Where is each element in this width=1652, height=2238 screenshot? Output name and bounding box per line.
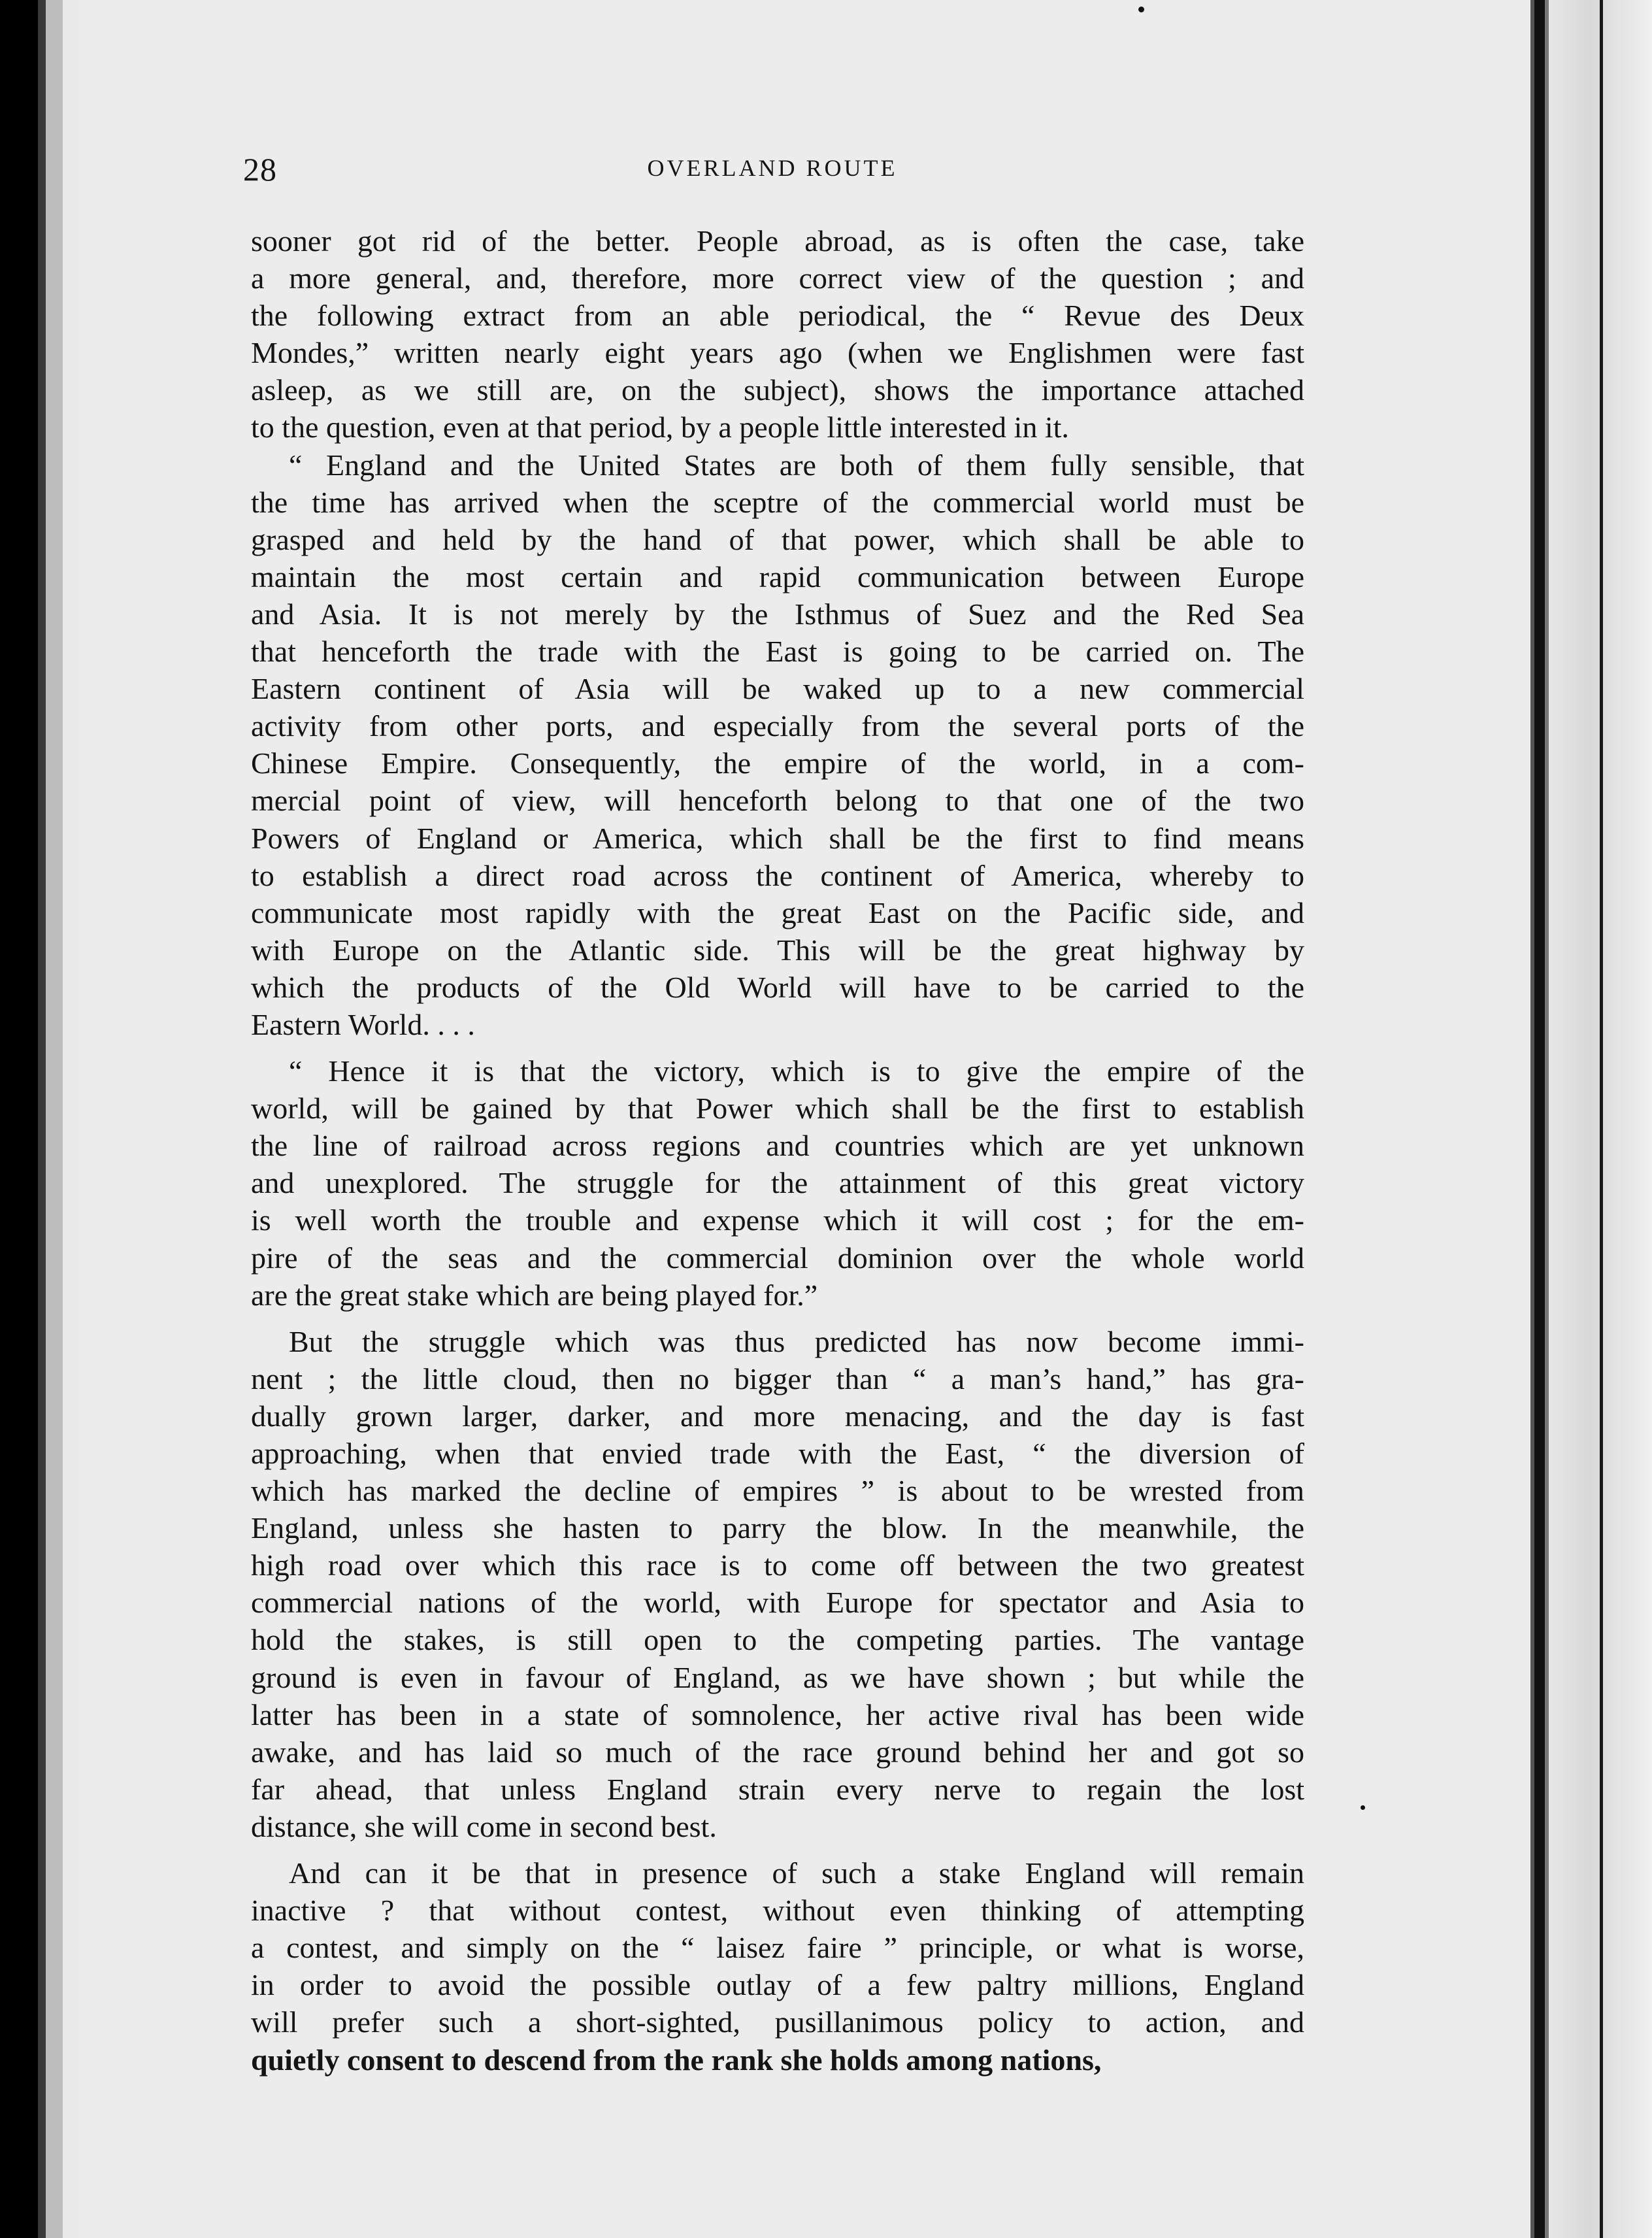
text-line: “ England and the United States are both of them fully sensible, that xyxy=(289,448,1304,482)
text-line: far ahead, that unless England strain every nerve to regain the lost xyxy=(251,1772,1304,1806)
text-line: inactive ? that without contest, without even thinking of attempting xyxy=(251,1894,1304,1928)
text-line: approaching, when that envied trade with the East, “ the diversion of xyxy=(251,1437,1304,1470)
text-line: England, unless she hasten to parry the blow. In the meanwhile, the xyxy=(251,1511,1304,1545)
text-line: distance, she will come in second best. xyxy=(251,1809,717,1843)
paragraph-gap xyxy=(251,1845,1304,1854)
text-line: the line of railroad across regions and countries which are yet unknown xyxy=(251,1129,1304,1163)
text-line: And can it be that in presence of such a stake England will remain xyxy=(289,1856,1304,1890)
text-line: awake, and has laid so much of the race ground behind her and got so xyxy=(251,1735,1304,1769)
text-line: dually grown larger, darker, and more menacing, and the day is fast xyxy=(251,1399,1304,1433)
text-line: maintain the most certain and rapid communication between Europe xyxy=(251,560,1304,593)
text-line: latter has been in a state of somnolence, her active rival has been wide xyxy=(251,1697,1304,1731)
text-line: grasped and held by the hand of that power, which shall be able to xyxy=(251,522,1304,556)
text-line: communicate most rapidly with the great East on the Pacific side, and xyxy=(251,895,1304,929)
text-line: will prefer such a short-sighted, pusillanimous policy to action, and xyxy=(251,2005,1304,2039)
text-line: commercial nations of the world, with Europe for spectator and Asia to xyxy=(251,1586,1304,1620)
text-line: are the great stake which are being played for.” xyxy=(251,1278,818,1312)
text-line: world, will be gained by that Power which shall be the first to establish xyxy=(251,1092,1304,1126)
text-line: a more general, and, therefore, more correct view of the question ; and xyxy=(251,261,1304,295)
text-line: to establish a direct road across the continent of America, whereby to xyxy=(251,858,1304,892)
paragraph xyxy=(251,1854,1304,2079)
paragraph-gap xyxy=(251,1314,1304,1323)
text-line: which the products of the Old World will have to be carried to the xyxy=(251,970,1304,1004)
text-line: to the question, even at that period, by a people little interested in it. xyxy=(251,410,1069,444)
text-line: with Europe on the Atlantic side. This will be the great highway by xyxy=(251,933,1304,967)
dust-speck xyxy=(1138,7,1144,12)
text-line: nent ; the little cloud, then no bigger than “ a man’s hand,” has gra- xyxy=(251,1361,1304,1395)
text-line: the following extract from an able periodical, the “ Revue des Deux xyxy=(251,299,1304,333)
text-line: pire of the seas and the commercial dominion over the whole world xyxy=(251,1241,1304,1275)
page-edge-rule xyxy=(1600,0,1603,2238)
text-line: Eastern World. . . . xyxy=(251,1007,475,1041)
text-line: “ Hence it is that the victory, which is to give the empire of the xyxy=(289,1054,1304,1088)
paragraph xyxy=(251,1052,1304,1314)
text-line: But the struggle which was thus predicted has now become immi- xyxy=(289,1324,1304,1358)
text-line: is well worth the trouble and expense which it will cost ; for the em- xyxy=(251,1203,1304,1237)
body-text xyxy=(251,222,1304,2079)
text-line: which has marked the decline of empires ” is about to be wrested from xyxy=(251,1474,1304,1508)
text-line: Chinese Empire. Consequently, the empire of the world, in a com- xyxy=(251,746,1304,780)
text-line: high road over which this race is to come off between the two greatest xyxy=(251,1548,1304,1582)
text-line: activity from other ports, and especially from the several ports of the xyxy=(251,709,1304,743)
text-line: Mondes,” written nearly eight years ago (when we Englishmen were fast xyxy=(251,336,1304,370)
binding-shadow-line xyxy=(1530,0,1549,2238)
paragraph xyxy=(251,222,1304,446)
text-line: in order to avoid the possible outlay of a few paltry millions, England xyxy=(251,1968,1304,2002)
page-header xyxy=(243,150,1302,190)
text-line: hold the stakes, is still open to the competing parties. The vantage xyxy=(251,1623,1304,1657)
text-line: that henceforth the trade with the East is going to be carried on. The xyxy=(251,635,1304,669)
paragraph xyxy=(251,446,1304,1044)
paragraph xyxy=(251,1323,1304,1845)
running-title: OVERLAND ROUTE xyxy=(647,155,898,181)
text-line: Powers of England or America, which shall be the first to find means xyxy=(251,821,1304,855)
text-line: the time has arrived when the sceptre of the commercial world must be xyxy=(251,485,1304,519)
text-line: sooner got rid of the better. People abroad, as is often the case, take xyxy=(251,224,1304,258)
text-line: a contest, and simply on the “ laisez faire ” principle, or what is worse, xyxy=(251,1931,1304,1965)
paragraph-gap xyxy=(251,1043,1304,1052)
text-line: and unexplored. The struggle for the attainment of this great victory xyxy=(251,1166,1304,1200)
text-line: Eastern continent of Asia will be waked up to a new commercial xyxy=(251,672,1304,706)
dust-speck xyxy=(1361,1805,1365,1810)
text-line: quietly consent to descend from the rank she holds among nations, xyxy=(251,2043,1102,2077)
text-line: and Asia. It is not merely by the Isthmus of Suez and the Red Sea xyxy=(251,597,1304,631)
text-line: asleep, as we still are, on the subject), shows the importance attached xyxy=(251,373,1304,407)
page-number: 28 xyxy=(243,151,277,188)
text-line: ground is even in favour of England, as we have shown ; but while the xyxy=(251,1660,1304,1694)
text-line: mercial point of view, will henceforth belong to that one of the two xyxy=(251,784,1304,818)
